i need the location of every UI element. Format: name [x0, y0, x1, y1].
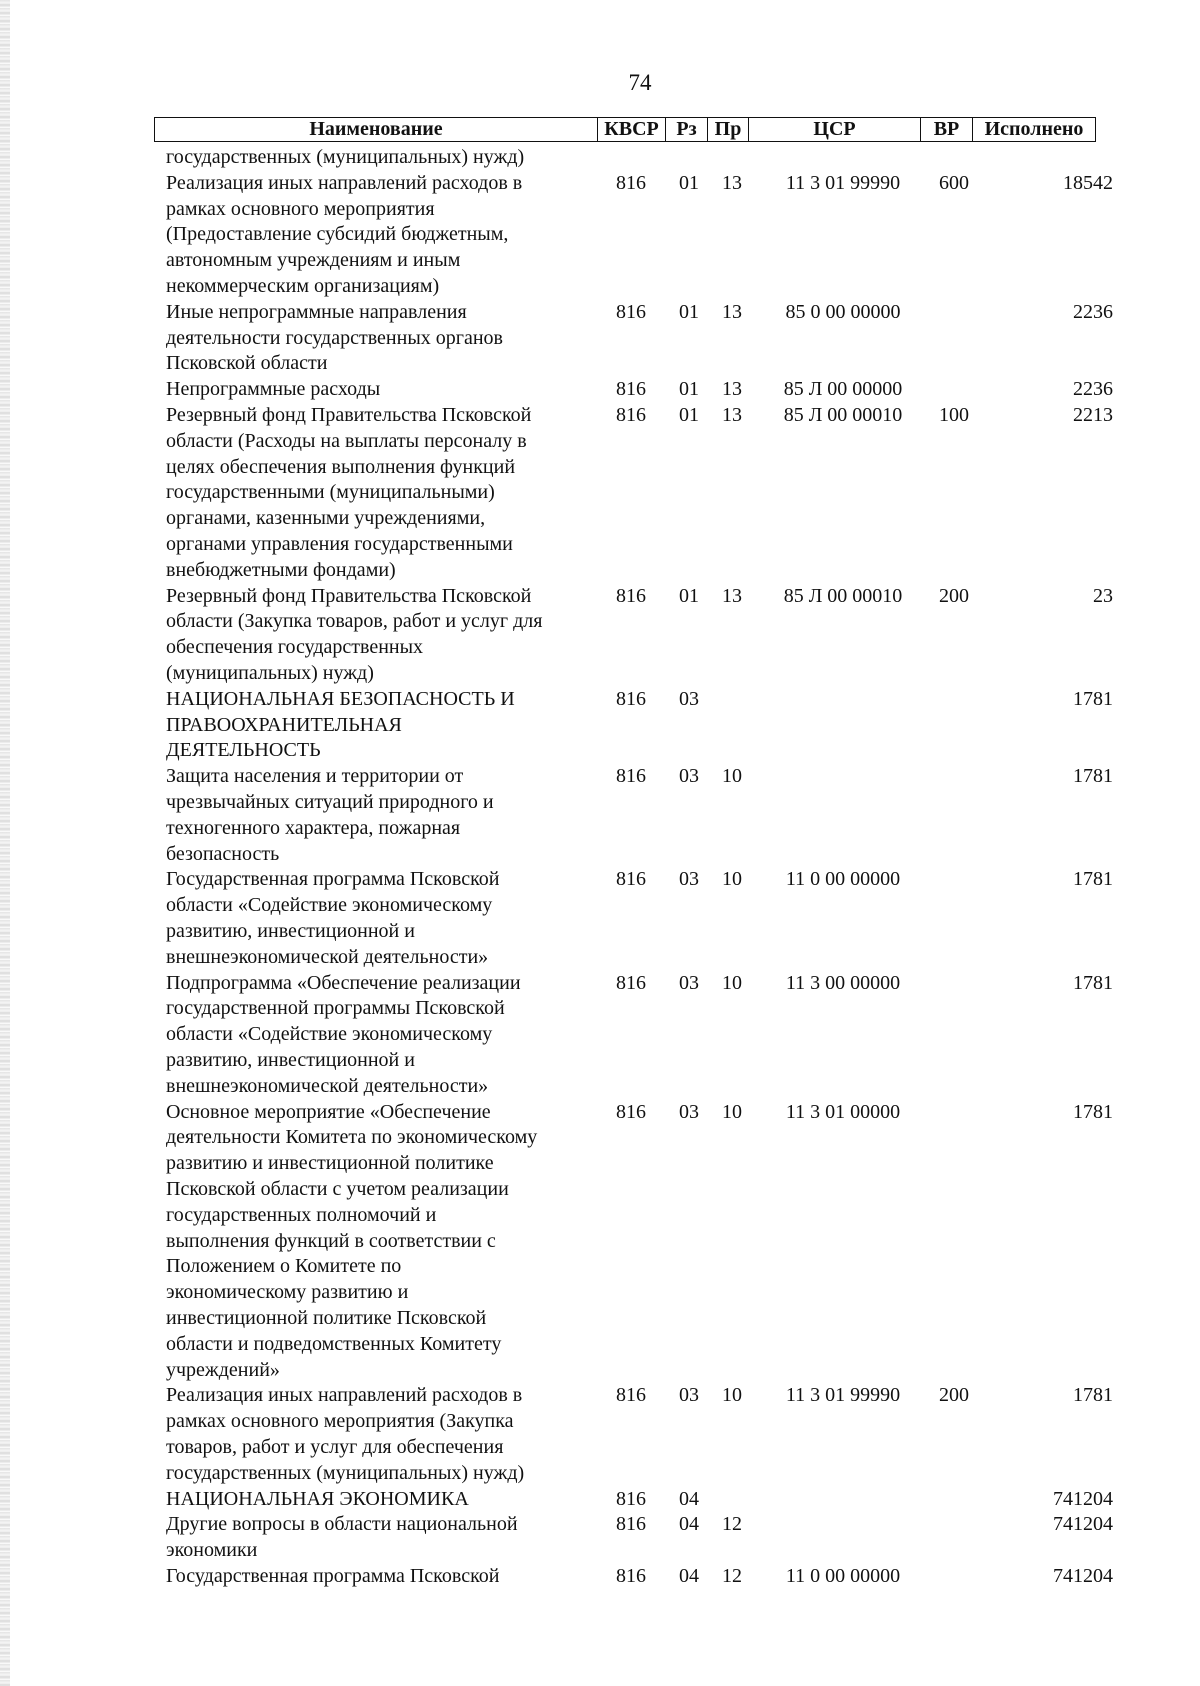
name-line: государственной программы Псковской [166, 997, 505, 1020]
rz-cell: 04 [679, 1487, 699, 1510]
rz-cell: 04 [679, 1565, 699, 1587]
rz-cell: 01 [679, 404, 699, 426]
csr-cell: 85 Л 00 00010 [783, 584, 903, 607]
name-cell [166, 867, 586, 970]
csr-cell: 11 3 01 00000 [785, 1100, 901, 1123]
rz-cell: 01 [679, 171, 699, 194]
name-line: инвестиционной политике Псковской [166, 1306, 487, 1329]
table-row [0, 584, 1200, 687]
name-line: Псковской области с учетом реализации [166, 1177, 509, 1200]
amount-cell: 1781 [1073, 1100, 1113, 1123]
name-line: учреждений» [166, 1358, 280, 1381]
pr-cell: 10 [722, 1384, 742, 1407]
csr-cell: 85 Л 00 00000 [783, 378, 903, 401]
kvsr-cell: 816 [616, 971, 646, 994]
vr-cell: 200 [939, 584, 969, 607]
amount-cell: 23 [1093, 584, 1113, 607]
name-cell [166, 584, 586, 687]
name-line: Реализация иных направлений расходов в [166, 1384, 523, 1407]
table-row [0, 1564, 1200, 1590]
name-line: внешнеэкономической деятельности» [166, 1074, 489, 1097]
amount-cell: 741204 [1053, 1565, 1113, 1587]
name-line: ПРАВООХРАНИТЕЛЬНАЯ [166, 713, 402, 736]
table-row [0, 145, 1200, 171]
name-line: развитию, инвестиционной и [166, 1048, 415, 1071]
name-line: Непрограммные расходы [166, 378, 381, 401]
name-line: государственными (муниципальными) [166, 481, 495, 504]
name-line: Реализация иных направлений расходов в [166, 171, 523, 194]
name-line: Резервный фонд Правительства Псковской [166, 584, 532, 607]
amount-cell: 2236 [1073, 300, 1113, 323]
amount-cell: 741204 [1053, 1513, 1113, 1536]
vr-cell: 100 [939, 404, 969, 426]
amount-cell: 741204 [1053, 1487, 1113, 1510]
csr-cell: 11 3 01 99990 [785, 1384, 901, 1407]
name-line: государственных (муниципальных) нужд) [166, 146, 525, 168]
name-line: деятельности государственных органов [166, 326, 503, 349]
csr-cell: 11 0 00 00000 [785, 868, 901, 891]
name-line: развитию, инвестиционной и [166, 919, 415, 942]
name-line: внешнеэкономической деятельности» [166, 945, 489, 968]
name-line: государственных (муниципальных) нужд) [166, 1461, 525, 1484]
name-line: Резервный фонд Правительства Псковской [166, 404, 532, 426]
rz-cell: 03 [679, 765, 699, 788]
name-line: деятельности Комитета по экономическому [166, 1126, 538, 1149]
name-line: товаров, работ и услуг для обеспечения [166, 1435, 504, 1458]
rz-cell: 01 [679, 378, 699, 401]
pr-cell: 13 [722, 404, 742, 426]
name-line: развитию и инвестиционной политике [166, 1152, 494, 1175]
name-cell [166, 377, 586, 403]
name-line: внебюджетными фондами) [166, 558, 396, 581]
name-line: области «Содействие экономическому [166, 1023, 493, 1046]
table-row [0, 867, 1200, 970]
name-cell [166, 1512, 586, 1564]
name-line: Государственная программа Псковской [166, 868, 500, 891]
name-line: области «Содействие экономическому [166, 894, 493, 917]
kvsr-cell: 816 [616, 765, 646, 788]
name-line: техногенного характера, пожарная [166, 816, 461, 839]
header-pr: Пр [708, 118, 749, 141]
name-line: Псковской области [166, 352, 328, 375]
table-row [0, 1100, 1200, 1384]
name-cell [166, 403, 586, 584]
name-line: Основное мероприятие «Обеспечение [166, 1100, 491, 1123]
pr-cell: 13 [722, 378, 742, 401]
pr-cell: 13 [722, 584, 742, 607]
table-row [0, 1487, 1200, 1513]
rz-cell: 03 [679, 868, 699, 891]
name-line: Другие вопросы в области национальной [166, 1513, 518, 1536]
table-row [0, 1512, 1200, 1564]
kvsr-cell: 816 [616, 584, 646, 607]
pr-cell: 10 [722, 765, 742, 788]
name-cell [166, 687, 586, 764]
amount-cell: 1781 [1073, 868, 1113, 891]
page-number: 74 [628, 70, 652, 95]
name-line: НАЦИОНАЛЬНАЯ БЕЗОПАСНОСТЬ И [166, 687, 515, 710]
kvsr-cell: 816 [616, 300, 646, 323]
name-line: НАЦИОНАЛЬНАЯ ЭКОНОМИКА [166, 1487, 469, 1510]
pr-cell: 10 [722, 868, 742, 891]
name-line: экономики [166, 1539, 258, 1562]
name-line: органами управления государственными [166, 532, 513, 555]
name-line: (Предоставление субсидий бюджетным, [166, 223, 509, 246]
pr-cell: 10 [722, 971, 742, 994]
name-cell [166, 1487, 586, 1513]
kvsr-cell: 816 [616, 404, 646, 426]
name-line: органами, казенными учреждениями, [166, 507, 486, 530]
header-amount: Исполнено [984, 118, 1084, 140]
name-line: чрезвычайных ситуаций природного и [166, 790, 494, 813]
csr-cell: 11 3 01 99990 [785, 171, 901, 194]
name-line: Иные непрограммные направления [166, 300, 467, 323]
table-row [0, 1383, 1200, 1486]
name-line: области (Закупка товаров, работ и услуг для [166, 610, 543, 633]
kvsr-cell: 816 [616, 1384, 646, 1407]
name-line: экономическому развитию и [166, 1281, 409, 1304]
csr-cell: 85 0 00 00000 [785, 300, 901, 323]
name-line: Государственная программа Псковской [166, 1565, 500, 1587]
kvsr-cell: 816 [616, 1100, 646, 1123]
name-line: области (Расходы на выплаты персоналу в [166, 429, 527, 452]
kvsr-cell: 816 [616, 687, 646, 710]
table-row [0, 971, 1200, 1100]
table-row [0, 377, 1200, 403]
amount-cell: 1781 [1073, 971, 1113, 994]
header-kvsr: КВСР [598, 118, 666, 141]
vr-cell: 600 [939, 171, 969, 194]
vr-cell: 200 [939, 1384, 969, 1407]
name-line: (муниципальных) нужд) [166, 661, 374, 684]
pr-cell: 12 [722, 1513, 742, 1536]
name-line: Подпрограмма «Обеспечение реализации [166, 971, 521, 994]
rz-cell: 03 [679, 1100, 699, 1123]
name-line: безопасность [166, 842, 280, 865]
amount-cell: 1781 [1073, 1384, 1113, 1407]
name-line: некоммерческим организациям) [166, 274, 440, 297]
header-csr: ЦСР [749, 118, 921, 141]
amount-cell: 1781 [1073, 765, 1113, 788]
name-line: рамках основного мероприятия (Закупка [166, 1410, 514, 1433]
name-line: Положением о Комитете по [166, 1255, 402, 1278]
csr-cell: 11 3 00 00000 [785, 971, 901, 994]
amount-cell: 18542 [1063, 171, 1113, 194]
name-cell [166, 971, 586, 1100]
name-line: автономным учреждениям и иным [166, 249, 461, 272]
name-line: Защита населения и территории от [166, 765, 464, 788]
pr-cell: 13 [722, 171, 742, 194]
csr-cell: 11 0 00 00000 [785, 1565, 901, 1587]
name-line: выполнения функций в соответствии с [166, 1229, 496, 1252]
kvsr-cell: 816 [616, 868, 646, 891]
name-cell [166, 764, 586, 867]
kvsr-cell: 816 [616, 1565, 646, 1587]
rz-cell: 03 [679, 687, 699, 710]
name-line: рамках основного мероприятия [166, 197, 435, 220]
name-cell [166, 1564, 586, 1590]
name-cell [166, 1383, 586, 1486]
name-line: обеспечения государственных [166, 636, 424, 659]
rz-cell: 01 [679, 584, 699, 607]
pr-cell: 12 [722, 1565, 742, 1587]
name-cell [166, 300, 586, 377]
csr-cell: 85 Л 00 00010 [783, 404, 903, 426]
amount-cell: 1781 [1073, 687, 1113, 710]
rz-cell: 04 [679, 1513, 699, 1536]
pr-cell: 13 [722, 300, 742, 323]
rz-cell: 03 [679, 971, 699, 994]
name-cell [166, 1100, 586, 1384]
kvsr-cell: 816 [616, 1487, 646, 1510]
pr-cell: 10 [722, 1100, 742, 1123]
amount-cell: 2236 [1073, 378, 1113, 401]
amount-cell: 2213 [1073, 404, 1113, 426]
table-row [0, 300, 1200, 377]
table-row [0, 764, 1200, 867]
rz-cell: 03 [679, 1384, 699, 1407]
name-cell [166, 145, 586, 171]
header-rz: Рз [666, 118, 708, 141]
rz-cell: 01 [679, 300, 699, 323]
name-cell [166, 171, 586, 300]
header-vr: ВР [921, 118, 973, 141]
table-row [0, 403, 1200, 584]
name-line: ДЕЯТЕЛЬНОСТЬ [166, 739, 321, 762]
kvsr-cell: 816 [616, 1513, 646, 1536]
kvsr-cell: 816 [616, 171, 646, 194]
table-row [0, 171, 1200, 300]
kvsr-cell: 816 [616, 378, 646, 401]
name-line: целях обеспечения выполнения функций [166, 455, 516, 478]
name-line: области и подведомственных Комитету [166, 1332, 502, 1355]
header-name: Наименование [155, 118, 598, 141]
table-row [0, 687, 1200, 764]
name-line: государственных полномочий и [166, 1203, 437, 1226]
